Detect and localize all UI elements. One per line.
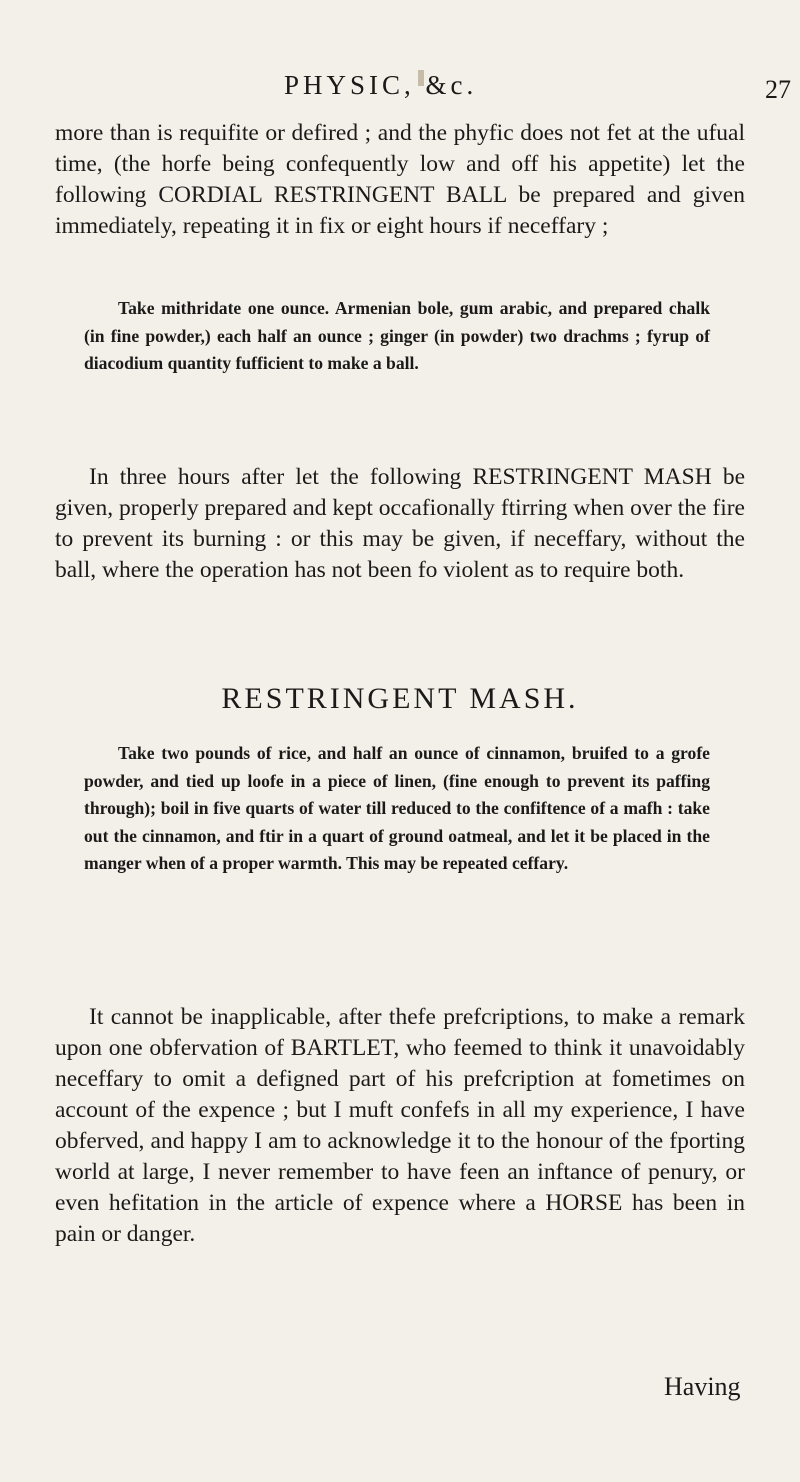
section-heading: RESTRINGENT MASH. xyxy=(221,682,579,715)
paragraph-continuation xyxy=(55,118,745,242)
running-head: PHYSIC, &c. xyxy=(284,70,478,100)
recipe-restringent-mash xyxy=(84,740,710,878)
recipe-cordial-ball xyxy=(84,295,710,378)
catchword: Having xyxy=(664,1372,741,1401)
paragraph-text: In three hours after let the following RESTRINGENT MASH be given, properly prepared and kept occafionally ftirring when over the fire to prevent its burning : or this may be given, if neceffary, without the ball, where the operation has not been fo violent as to require both. xyxy=(55,464,745,583)
paragraph-text: more than is requifite or defired ; and the phyfic does not fet at the ufual time, (the horfe being confequently low and off his appetite) let the following CORDIAL RESTRINGENT BALL be prepared and given immediately, repeating it in fix or eight hours if neceffary ; xyxy=(55,120,745,239)
page-number: 27 xyxy=(765,75,791,104)
recipe-text: Take mithridate one ounce. Armenian bole, gum arabic, and prepared chalk (in fine powder,) each half an ounce ; ginger (in powder) two drachms ; fyrup of diacodium quantity fufficient to make a ball. xyxy=(84,298,710,373)
paragraph-mash-instructions xyxy=(55,462,745,586)
paragraph-text: It cannot be inapplicable, after thefe prefcriptions, to make a remark upon one obfervation of BARTLET, who feemed to think it unavoidably neceffary to omit a defigned part of his prefcription at fometimes on account of the expence ; but I muft confefs in all my experience, I have obferved, and happy I am to acknowledge it to the honour of the fporting world at large, I never remember to have feen an inftance of penury, or even hefitation in the article of expence where a HORSE has been in pain or danger. xyxy=(55,1004,745,1247)
page-header xyxy=(0,70,800,110)
recipe-text: Take two pounds of rice, and half an ounce of cinnamon, bruifed to a grofe powder, and tied up loofe in a piece of linen, (fine enough to prevent its paffing through); boil in five quarts of water till reduced to the confiftence of a mafh : take out the cinnamon, and ftir in a quart of ground oatmeal, and let it be placed in the manger when of a proper warmth. This may be repeated ceffary. xyxy=(84,743,710,873)
paragraph-bartlet-remark xyxy=(55,1002,745,1250)
